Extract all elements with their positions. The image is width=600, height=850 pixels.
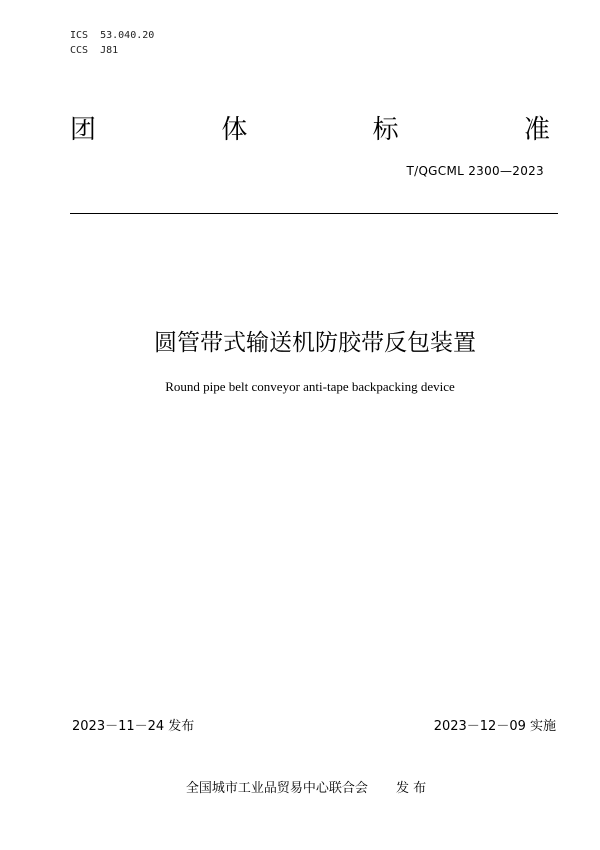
header-divider bbox=[70, 213, 558, 214]
publisher-line bbox=[0, 777, 600, 796]
issue-date: 2023－11－24 发布 bbox=[72, 719, 195, 734]
standard-number: T/QGCML 2300—2023 bbox=[406, 164, 544, 178]
standard-type-char: 团 bbox=[70, 115, 97, 145]
classification-codes bbox=[70, 28, 154, 58]
publisher-action: 发 布 bbox=[395, 781, 427, 796]
standard-type-char: 准 bbox=[523, 115, 550, 145]
document-title-en: Round pipe belt conveyor anti-tape backpacking device bbox=[165, 379, 455, 394]
standard-type-char: 体 bbox=[221, 115, 248, 145]
document-title-cn: 圆管带式输送机防胶带反包装置 bbox=[154, 330, 476, 356]
publisher-name: 全国城市工业品贸易中心联合会 bbox=[185, 781, 368, 796]
standard-type-heading bbox=[70, 112, 550, 148]
ccs-code: CCS J81 bbox=[70, 45, 119, 56]
implementation-date: 2023－12－09 实施 bbox=[433, 719, 556, 734]
ics-code: ICS 53.040.20 bbox=[70, 30, 155, 41]
standard-type-char: 标 bbox=[372, 115, 399, 145]
